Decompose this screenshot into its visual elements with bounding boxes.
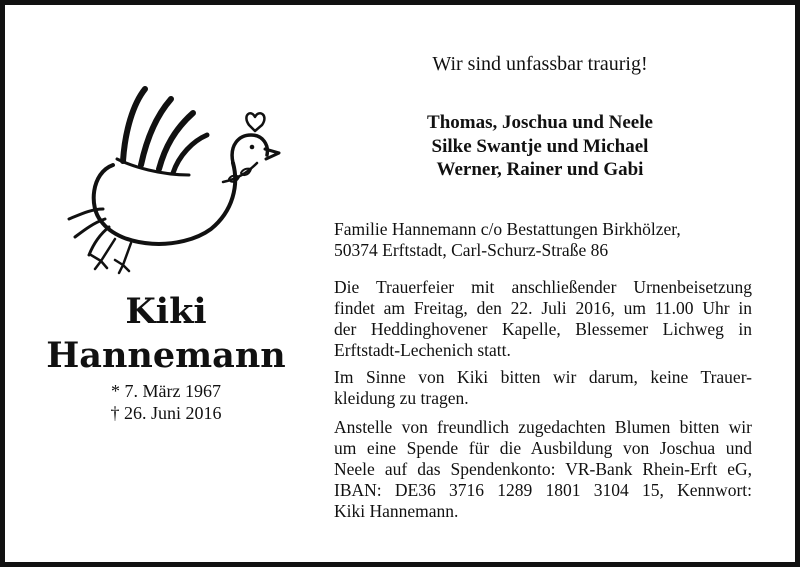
- mourners-line: Thomas, Joschua und Neele: [427, 112, 653, 133]
- ceremony-line: Erftstadt-Lechenich statt.: [334, 340, 511, 360]
- address-line: Familie Hannemann c/o Bestattungen Birkhölzer,: [334, 219, 681, 239]
- birth-date: * 7. März 1967: [111, 381, 221, 401]
- address-line: 50374 Erftstadt, Carl-Schurz-Straße 86: [334, 240, 609, 260]
- deceased-first-name: Kiki: [125, 291, 207, 332]
- mourners-list: [335, 111, 745, 182]
- ceremony-line: der Heddinghovener Kapelle, Blessemer Lichweg in: [334, 319, 752, 339]
- mourning-heading: Wir sind unfassbar traurig!: [432, 53, 648, 75]
- ceremony-paragraph: [334, 277, 752, 361]
- donation-line: um eine Spende für die Ausbildung von Joschua und: [334, 438, 752, 458]
- ceremony-line: findet am Freitag, den 22. Juli 2016, um 11.00 Uhr in: [334, 298, 752, 318]
- donation-line: Anstelle von freundlich zugedachten Blumen bitten wir: [334, 417, 752, 437]
- deceased-last-name: Hannemann: [46, 335, 286, 376]
- dress-note-paragraph: [334, 367, 752, 409]
- donation-line: Neele auf das Spendenkonto: VR-Bank Rhein-Erft eG,: [334, 459, 752, 479]
- mourners-line: Silke Swantje und Michael: [431, 135, 649, 157]
- donation-paragraph: [334, 417, 752, 522]
- dress-note-line: Im Sinne von Kiki bitten wir darum, keine Trauer-: [334, 367, 752, 387]
- contact-address: [334, 219, 752, 261]
- donation-line: IBAN: DE36 3716 1289 1801 3104 15, Kennwort:: [334, 480, 752, 500]
- death-date: † 26. Juni 2016: [110, 403, 222, 423]
- ceremony-line: Die Trauerfeier mit anschließender Urnenbeisetzung: [334, 277, 752, 297]
- dove-icon: [61, 69, 291, 284]
- donation-line: Kiki Hannemann.: [334, 501, 459, 521]
- dress-note-line: kleidung zu tragen.: [334, 388, 469, 408]
- mourners-line: Werner, Rainer und Gabi: [436, 159, 644, 180]
